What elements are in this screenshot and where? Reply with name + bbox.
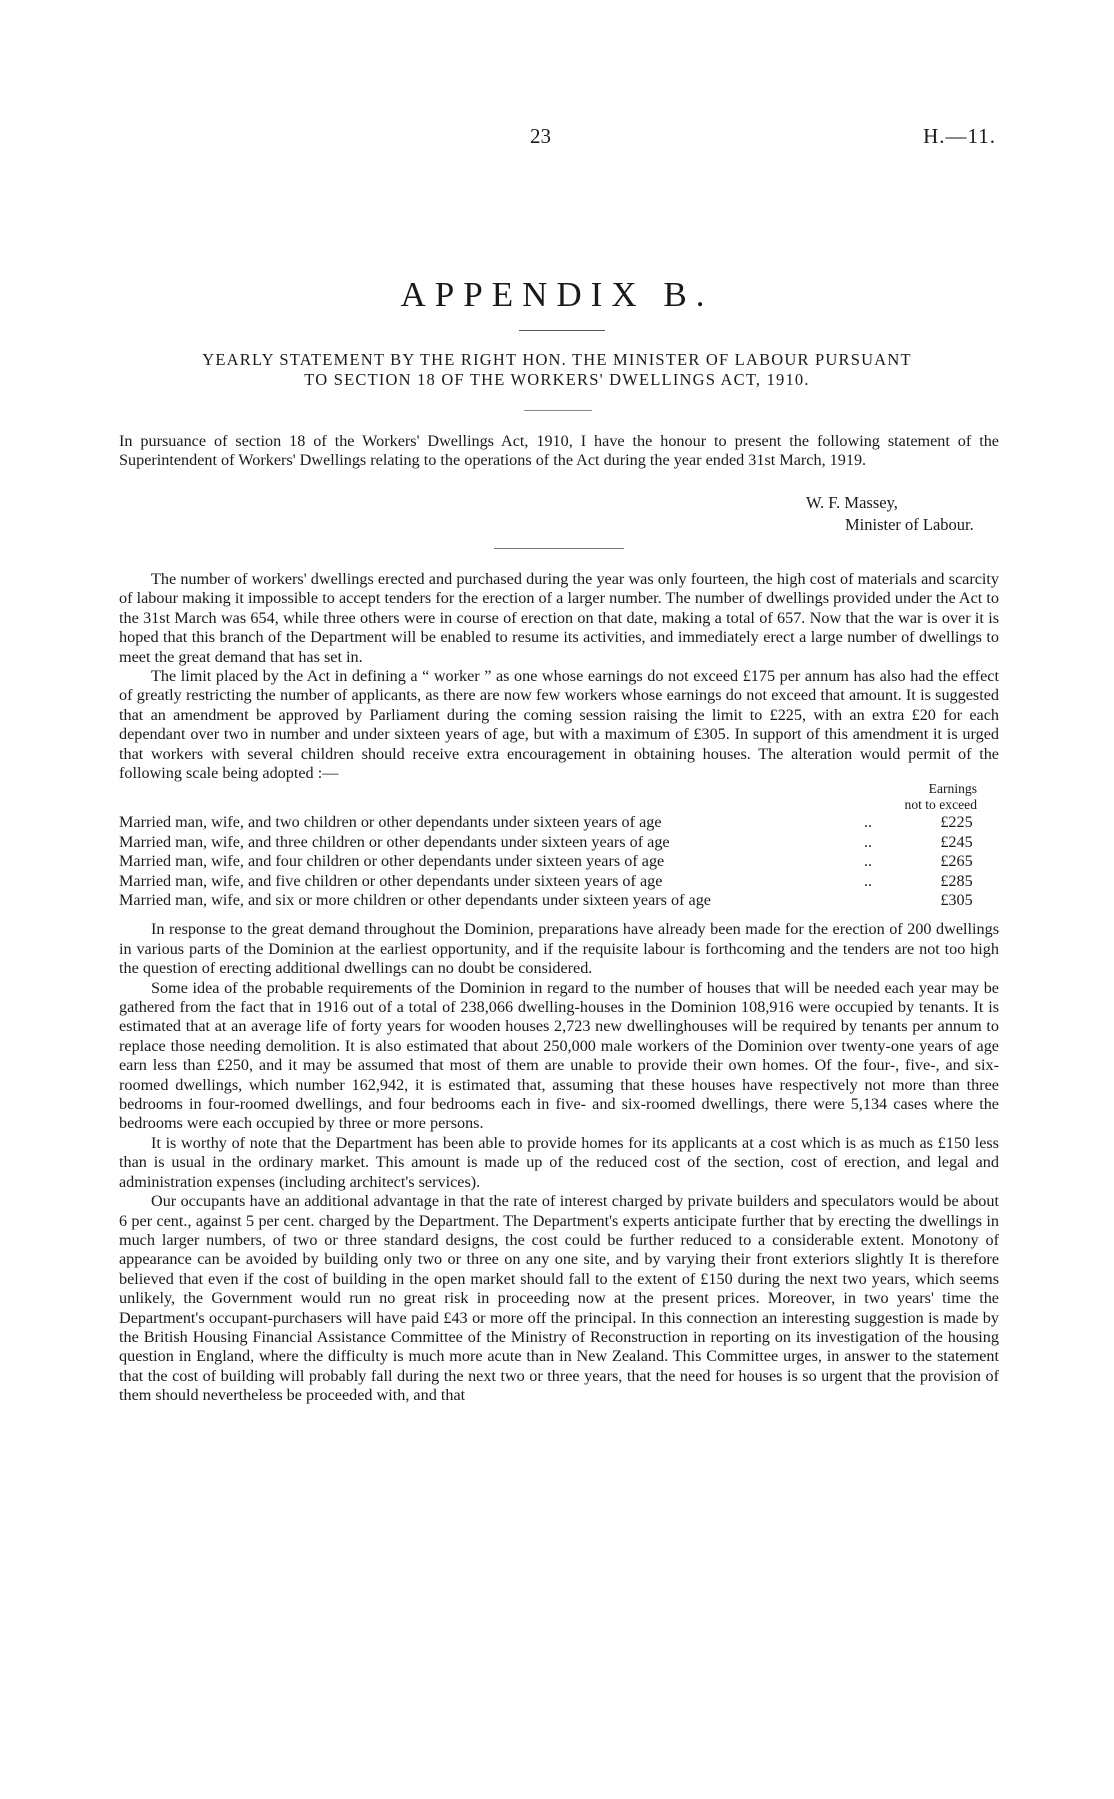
schedule-description: Married man, wife, and two children or other dependants under sixteen years of age	[119, 813, 662, 832]
schedule-amount: £225	[940, 813, 973, 832]
body-paragraph: In response to the great demand throughout the Dominion, preparations have already been made for the erection of 200 dwellings in various parts of the Dominion at the earliest opportunity, and if the requisite labour is forthcoming and the tenders are not too high the question of erecting additional dwellings can no doubt be considered.	[119, 920, 999, 978]
subtitle-rule	[524, 410, 592, 411]
schedule-heading	[119, 781, 999, 813]
title-rule	[519, 330, 605, 331]
page-number: 23	[530, 124, 551, 148]
schedule-description: Married man, wife, and six or more children or other dependants under sixteen years of age	[119, 891, 711, 910]
paragraph-gap	[119, 910, 999, 920]
body-paragraph: The number of workers' dwellings erected and purchased during the year was only fourteen, the high cost of materials and scarcity of labour making it impossible to accept tenders for the erection of a larger number. The number of dwellings provided under the Act to the 31st March was 654, while three others were in course of erection on that date, making a total of 657. Now that the war is over it is hoped that this branch of the Department will be enabled to resume its activities, and immediately erect a large number of dwellings to meet the great demand that has set in.	[119, 570, 999, 666]
schedule-leader: ..	[864, 813, 873, 832]
schedule-row	[119, 833, 999, 852]
body-paragraph: Our occupants have an additional advantage in that the rate of interest charged by private builders and speculators would be about 6 per cent., against 5 per cent. charged by the Department. The Department's experts anticipate further that by erecting the dwellings in much larger numbers, of two or three standard designs, the cost could be further reduced to a considerable extent. Monotony of appearance can be avoided by building only two or three on any one site, and by varying their front exteriors slightly It is therefore believed that even if the cost of building in the open market should fall to the extent of £150 during the next two years, which seems unlikely, the Government would run no great risk in proceeding now at the present prices. Moreover, in two years' time the Department's occupant-purchasers will have paid £43 or more off the principal. In this connection an interesting suggestion is made by the British Housing Financial Assistance Committee of the Ministry of Reconstruction in reporting on its investigation of the housing question in England, where the difficulty is much more acute than in New Zealand. This Committee urges, in answer to the statement that the cost of building will probably fall during the next two or three years, that the need for houses is so urgent that the provision of them should nevertheless be proceeded with, and that	[119, 1192, 999, 1405]
schedule-amount: £305	[940, 891, 973, 910]
schedule-heading-line: Earnings	[928, 781, 977, 797]
schedule-amount: £245	[940, 832, 973, 851]
schedule-description: Married man, wife, and four children or other dependants under sixteen years of age	[119, 852, 665, 871]
body-paragraph: It is worthy of note that the Department has been able to provide homes for its applicants at a cost which is as much as £150 less than is usual in the ordinary market. This amount is made up of the reduced cost of the section, cost of erection, and legal and administration expenses (including architect's services).	[119, 1133, 999, 1191]
statement-body	[119, 570, 999, 1406]
schedule-row	[119, 891, 999, 910]
schedule-row	[119, 852, 999, 871]
intro-paragraph: In pursuance of section 18 of the Workers' Dwellings Act, 1910, I have the honour to present the following statement of the Superintendent of Workers' Dwellings relating to the operations of the Act during the year ended 31st March, 1919.	[119, 432, 999, 470]
schedule-leader: ..	[864, 832, 873, 851]
schedule-amount: £285	[940, 871, 973, 890]
signature-name: W. F. Massey,	[806, 493, 898, 512]
appendix-title: APPENDIX B.	[400, 275, 714, 314]
earnings-schedule	[119, 813, 999, 910]
schedule-amount: £265	[940, 852, 973, 871]
schedule-description: Married man, wife, and three children or other dependants under sixteen years of age	[119, 832, 670, 851]
schedule-leader: ..	[864, 852, 873, 871]
subtitle-line: YEARLY STATEMENT BY THE RIGHT HON. THE MINISTER OF LABOUR PURSUANT	[202, 350, 912, 369]
schedule-leader: ..	[864, 871, 873, 890]
body-paragraph: Some idea of the probable requirements of the Dominion in regard to the number of houses that will be needed each year may be gathered from the fact that in 1916 out of a total of 238,066 dwelling-houses in the Dominion 108,916 were occupied by tenants. It is estimated that at an average life of forty years for wooden houses 2,723 new dwellinghouses will be required by tenants per annum to replace those needing demolition. It is also estimated that about 250,000 male workers of the Dominion over twenty-one years of age earn less than £250, and it may be assumed that most of them are unable to provide their own homes. Of the four-, five-, and six-roomed dwellings, which number 162,942, it is estimated that, assuming that these houses have respectively not more than three bedrooms in four-roomed dwellings, and four bedrooms each in five- and six-roomed dwellings, there were 5,134 cases where the bedrooms were each occupied by three or more persons.	[119, 978, 999, 1133]
signature-title: Minister of Labour.	[845, 515, 974, 534]
schedule-row	[119, 872, 999, 891]
section-rule	[494, 548, 624, 549]
document-code: H.—11.	[923, 124, 996, 148]
schedule-heading-line: not to exceed	[904, 797, 977, 813]
schedule-description: Married man, wife, and five children or other dependants under sixteen years of age	[119, 871, 663, 890]
schedule-row	[119, 813, 999, 832]
body-paragraph: The limit placed by the Act in defining a “ worker ” as one whose earnings do not exceed £175 per annum has also had the effect of greatly restricting the number of applicants, as there are now few workers whose earnings do not exceed that amount. It is suggested that an amendment be approved by Parliament during the coming session raising the limit to £225, with an extra £20 for each dependant over two in number and under sixteen years of age, but with a maximum of £305. In support of this amendment it is urged that workers with several children should receive extra encouragement in obtaining houses. The alteration would permit of the following scale being adopted :—	[119, 667, 999, 783]
statement-subtitle	[100, 350, 1014, 390]
subtitle-line: TO SECTION 18 OF THE WORKERS' DWELLINGS ACT, 1910.	[304, 370, 810, 389]
